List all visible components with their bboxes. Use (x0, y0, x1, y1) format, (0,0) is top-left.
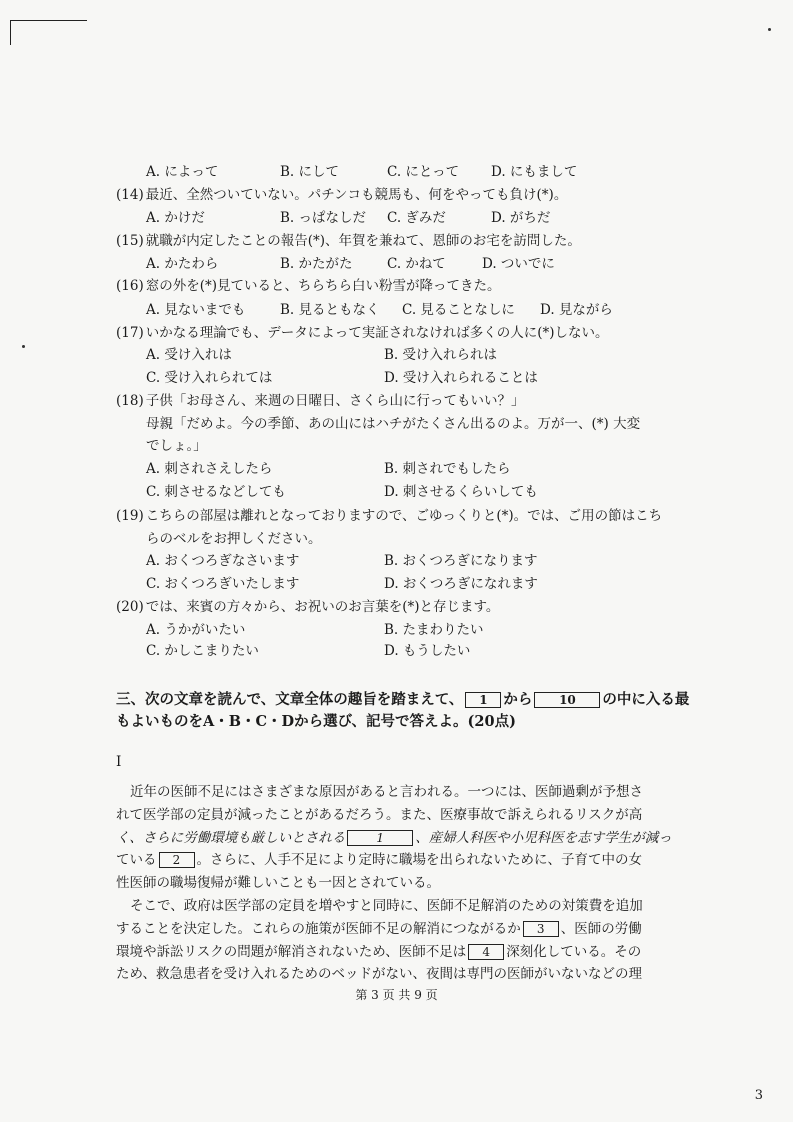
scan-speck (768, 28, 771, 31)
q17-option-b: B. 受け入れられは (384, 347, 498, 363)
passage-line: 近年の医師不足にはさまざまな原因があると言われる。一つには、医師過剰が予想さ (130, 784, 643, 800)
answer-box-end: 10 (534, 692, 600, 708)
q13-option-b: B. にして (280, 164, 340, 180)
q16-stem: (16) 窓の外を(*)見ていると、ちらちら白い粉雪が降ってきた。 (116, 278, 501, 294)
passage-line: れて医学部の定員が減ったことがあるだろう。また、医療事故で訴えられるリスクが高 (116, 807, 643, 823)
q15-option-c: C. かねて (387, 256, 446, 272)
q18-stem-line2: 母親「だめよ。今の季節、あの山にはハチがたくさん出るのよ。万が一、(*) 大変 (146, 416, 641, 432)
q14-option-a: A. かけだ (146, 210, 205, 226)
q14-option-d: D. がちだ (491, 210, 551, 226)
q19-option-d: D. おくつろぎになれます (384, 576, 538, 592)
q18-stem-line1: (18) 子供「お母さん、来週の日曜日、さくら山に行ってもいい？」 (116, 393, 525, 409)
q18-stem-line3: でしょ。」 (146, 438, 207, 454)
q18-option-c: C. 刺させるなどしても (146, 484, 286, 500)
q20-option-a: A. うかがいたい (146, 622, 246, 638)
passage-line: することを決定した。これらの施策が医師不足の解消につながるか 3 、医師の労働 (116, 921, 642, 937)
q15-option-a: A. かたわら (146, 256, 219, 272)
blank-box-3: 3 (523, 921, 559, 937)
passage-line: ている 2 。さらに、人手不足により定時に職場を出られないために、子育て中の女 (116, 852, 642, 868)
q17-stem: (17) いかなる理論でも、データによって実証されなければ多くの人に(*)しない。 (116, 325, 609, 341)
q16-option-a: A. 見ないまでも (146, 302, 246, 318)
page-footer: 第 3 页 共 9 页 (355, 988, 438, 1002)
q14-option-c: C. ぎみだ (387, 210, 446, 226)
q13-option-d: D. にもまして (491, 164, 578, 180)
q14-stem: (14) 最近、全然ついていない。パチンコも競馬も、何をやっても負け(*)。 (116, 187, 568, 203)
passage-roman-numeral: I (116, 754, 122, 770)
q17-option-d: D. 受け入れられることは (384, 370, 538, 386)
q17-option-a: A. 受け入れは (146, 347, 232, 363)
q15-stem: (15) 就職が内定したことの報告(*)、年賀を兼ねて、恩師のお宅を訪問した。 (116, 233, 581, 249)
blank-box-1: 1 (347, 830, 413, 846)
passage-line: 環境や訴訟リスクの問題が解消されないため、医師不足は 4 深刻化している。その (116, 944, 642, 960)
q13-option-a: A. によって (146, 164, 219, 180)
page-number: 3 (754, 1088, 763, 1103)
section3-title: 三、次の文章を読んで、文章全体の趣旨を踏まえて、 1 から 10 の中に入る最 (116, 691, 690, 708)
q17-option-c: C. 受け入れられては (146, 370, 273, 386)
answer-box-start: 1 (465, 692, 501, 708)
q18-option-b: B. 刺されでもしたら (384, 461, 511, 477)
q19-option-b: B. おくつろぎになります (384, 553, 538, 569)
q20-option-c: C. かしこまりたい (146, 643, 259, 659)
section3-title-line2: もよいものをA・B・C・Dから選び、記号で答えよ。(20点) (116, 713, 516, 730)
scan-corner-mark (10, 20, 87, 45)
q14-option-b: B. っぱなしだ (280, 210, 367, 226)
q16-option-b: B. 見るともなく (280, 302, 380, 318)
q13-option-c: C. にとって (387, 164, 460, 180)
q18-option-d: D. 刺させるくらいしても (384, 484, 538, 500)
q19-option-a: A. おくつろぎなさいます (146, 553, 300, 569)
passage-line: そこで、政府は医学部の定員を増やすと同時に、医師不足解消のための対策費を追加 (130, 898, 643, 914)
q15-option-d: D. ついでに (482, 256, 555, 272)
q16-option-d: D. 見ながら (540, 302, 613, 318)
blank-box-4: 4 (468, 944, 504, 960)
q19-stem-line1: (19) こちらの部屋は離れとなっておりますので、ごゆっくりと(*)。では、ご用の節はこち (116, 508, 663, 524)
q20-option-d: D. もうしたい (384, 643, 471, 659)
q20-stem: (20) では、来賓の方々から、お祝いのお言葉を(*)と存じます。 (116, 599, 500, 615)
q20-option-b: B. たまわりたい (384, 622, 484, 638)
q15-option-b: B. かたがた (280, 256, 353, 272)
passage-line: く、さらに労働環境も厳しいとされる 1 、産婦人科医や小児科医を志す学生が減っ (116, 830, 672, 846)
q18-option-a: A. 刺されさえしたら (146, 461, 273, 477)
scan-speck (22, 345, 25, 348)
q19-option-c: C. おくつろぎいたします (146, 576, 300, 592)
passage-line: 性医師の職場復帰が難しいことも一因とされている。 (116, 875, 440, 891)
blank-box-2: 2 (159, 852, 195, 868)
q16-option-c: C. 見ることなしに (402, 302, 515, 318)
q19-stem-line2: らのベルをお押しください。 (146, 531, 322, 547)
passage-line: ため、救急患者を受け入れるためのベッドがない、夜間は専門の医師がいないなどの理 (116, 966, 642, 982)
